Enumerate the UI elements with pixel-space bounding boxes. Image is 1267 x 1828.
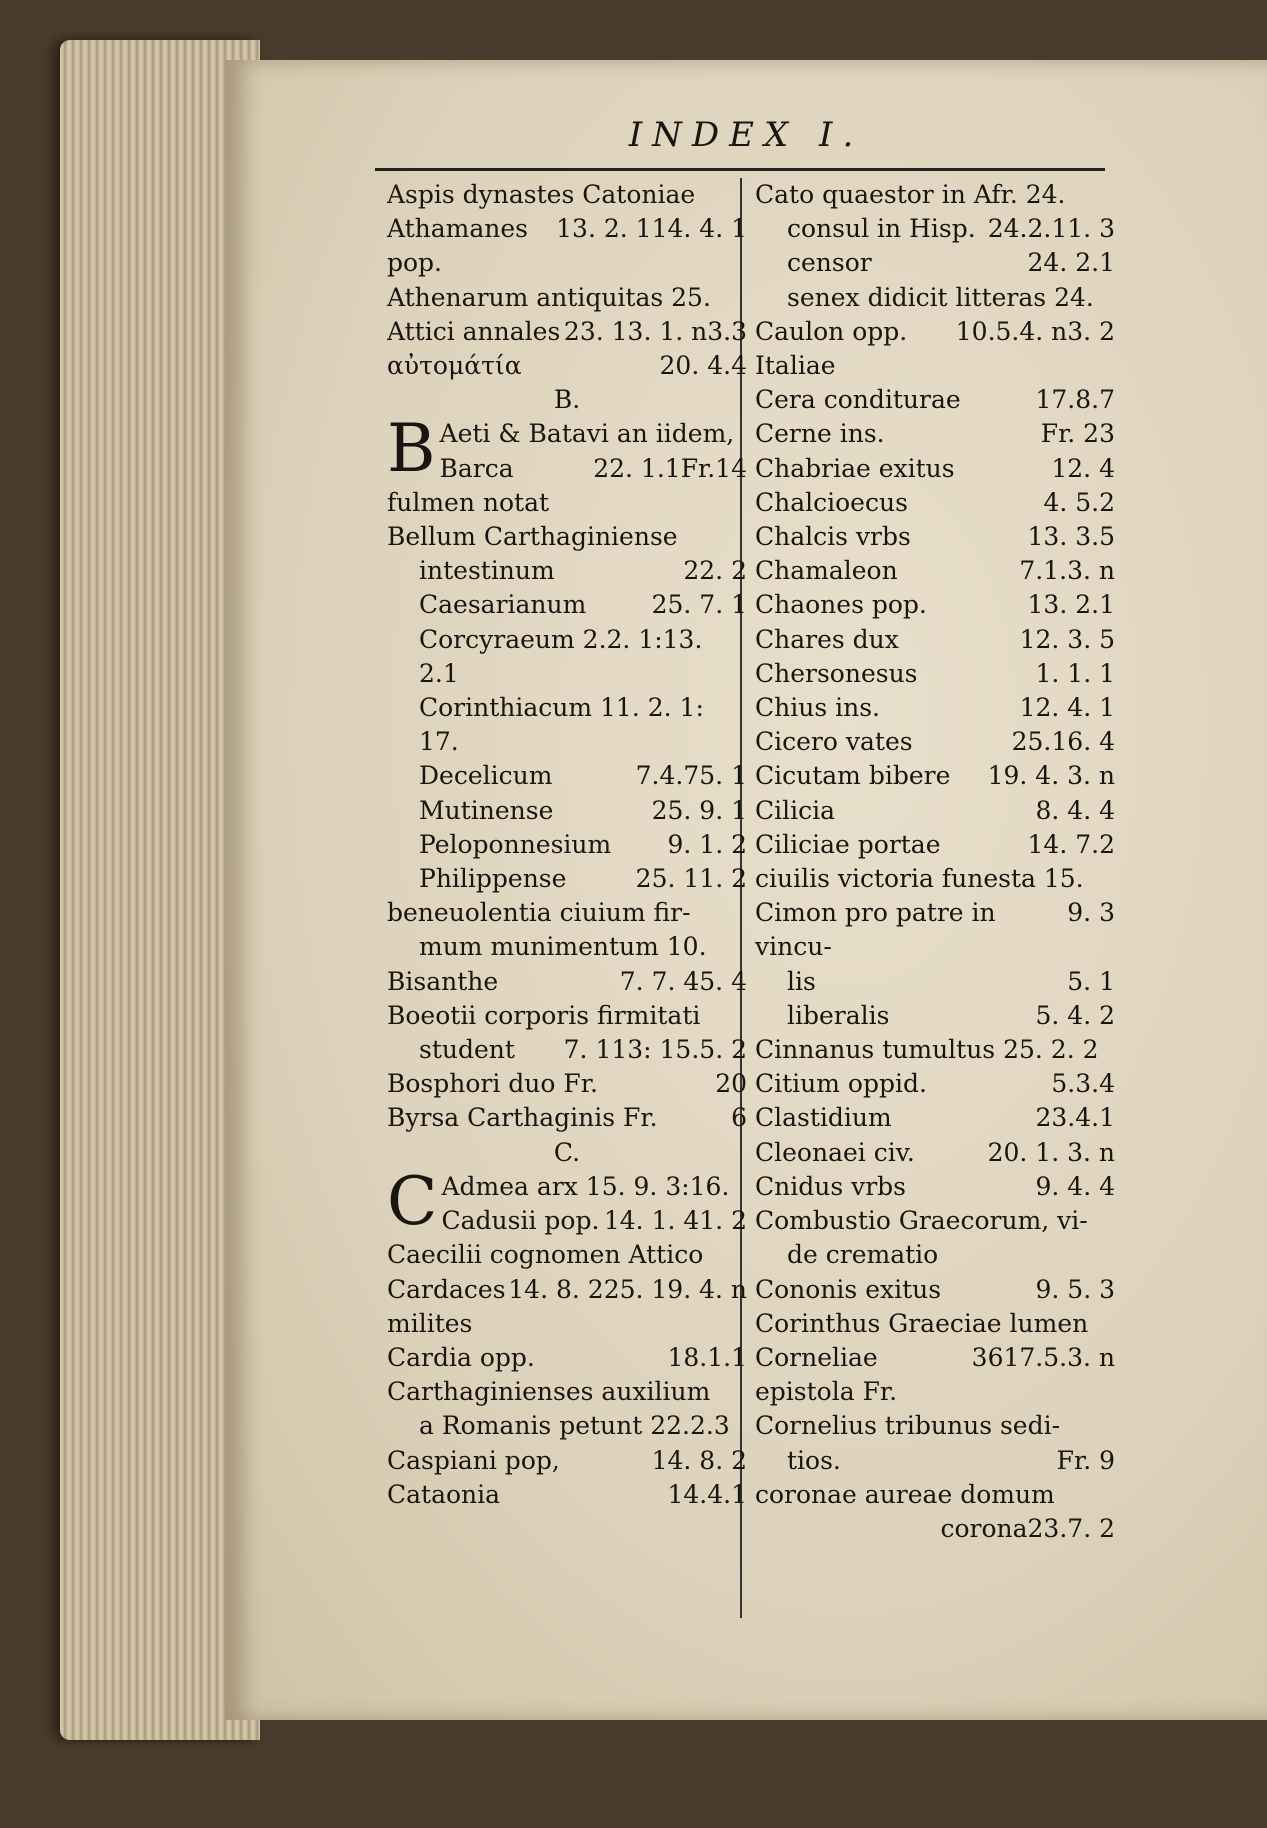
index-entry (755, 725, 1115, 759)
entry-reference: 3. 2 (1067, 316, 1115, 346)
entry-reference: 7.4.7 (635, 761, 700, 791)
entry-term: Admea arx 15. 9. 3:16. (441, 1171, 730, 1201)
entry-reference: 7. 113: 15.5. 2 (563, 1035, 747, 1065)
index-entry (755, 896, 1115, 964)
entry-term: Barca fulmen notat (387, 453, 550, 517)
entry-term: B. (553, 385, 581, 415)
index-entry (387, 999, 747, 1033)
index-entry (755, 383, 1115, 417)
index-entry (387, 1478, 747, 1512)
index-entry (387, 1067, 747, 1101)
index-entry (387, 1033, 747, 1067)
entry-term: Caecilii cognomen Attico (387, 1240, 704, 1270)
entry-term: Chaones pop. (755, 590, 927, 620)
entry-term: Aeti & Batavi an iidem, (439, 419, 735, 449)
entry-reference: 22. 2 (683, 556, 747, 586)
index-entry (387, 281, 747, 315)
entry-term: Chamaleon (755, 556, 898, 586)
entry-term: coronae aureae domum (755, 1479, 1055, 1509)
entry-term: Chius ins. (755, 693, 880, 723)
entry-reference: 9. 4. 4 (1035, 1171, 1115, 1201)
entry-reference: 25.16. 4 (1011, 727, 1115, 757)
entry-reference: 14. 4. 1 (651, 214, 747, 244)
entry-term: Citium oppid. (755, 1069, 927, 1099)
entry-reference: 3.3 (707, 316, 747, 346)
index-entry (755, 554, 1115, 588)
index-entry (755, 759, 1115, 793)
entry-reference: 25. 11. 2 (635, 864, 747, 894)
entry-reference: 8. 4. 4 (1035, 795, 1115, 825)
entry-term: Ciliciae portae (755, 829, 941, 859)
entry-term: consul in Hisp. (787, 214, 976, 244)
page-header: INDEX I. (628, 115, 864, 155)
index-entry (755, 623, 1115, 657)
index-entry (387, 383, 747, 417)
index-entry (387, 1375, 747, 1409)
index-entry (387, 212, 747, 280)
entry-reference: 17.8.7 (1035, 385, 1115, 415)
index-entry (755, 691, 1115, 725)
entry-reference: 12. 4. 1 (1019, 693, 1115, 723)
entry-term: Cataonia (387, 1479, 501, 1509)
entry-term: Clastidium (755, 1103, 892, 1133)
entry-term: Peloponnesium (419, 829, 612, 859)
entry-term: Chabriae exitus (755, 453, 955, 483)
index-entry (755, 1101, 1115, 1135)
entry-reference: 20 (715, 1069, 747, 1099)
index-entry (387, 828, 747, 862)
index-entry (755, 588, 1115, 622)
entry-reference: Fr.14 (680, 453, 747, 483)
index-entry (755, 1204, 1115, 1238)
index-entry (755, 417, 1115, 451)
entry-reference: 7. 7. 4 (619, 966, 700, 996)
entry-term: Cardia opp. (387, 1342, 535, 1372)
entry-reference: 4. 5.2 (1043, 487, 1115, 517)
entry-reference: 7.1.3. n (1019, 556, 1115, 586)
entry-term: Cleonaei civ. (755, 1137, 915, 1167)
entry-reference: 10.5.4. n (955, 316, 1068, 346)
entry-reference: corona (940, 1513, 1028, 1543)
entry-reference: 13. 2. 1 (556, 214, 652, 244)
entry-term: Chalcioecus (755, 487, 908, 517)
index-entry (387, 1273, 747, 1341)
index-column-left (387, 178, 747, 1512)
entry-term: beneuolentia ciuium fir- (387, 898, 691, 928)
index-entry (755, 1478, 1115, 1512)
entry-reference: 5.3.4 (1051, 1069, 1115, 1099)
entry-term: Bosphori duo Fr. (387, 1069, 598, 1099)
index-entry (755, 999, 1115, 1033)
entry-term: Cera conditurae (755, 385, 961, 415)
entry-term: Caspiani pop, (387, 1445, 560, 1475)
entry-reference: 5. 4 (699, 966, 747, 996)
entry-term: Aspis dynastes Catoniae (387, 180, 696, 209)
drop-capital: C (387, 1162, 438, 1240)
book-page (225, 60, 1267, 1720)
entry-reference: 24.2.1 (987, 214, 1068, 244)
index-entry (755, 657, 1115, 691)
entry-reference: 9. 3 (1067, 898, 1115, 928)
entry-term: Philippense (419, 864, 567, 894)
entry-term: tios. (787, 1445, 841, 1475)
entry-reference: 1. 2 (699, 1206, 747, 1236)
index-entry (755, 212, 1115, 246)
index-entry (387, 1444, 747, 1478)
index-entry (387, 623, 747, 691)
entry-reference: 9. 1. 2 (667, 829, 747, 859)
index-entry (755, 1033, 1115, 1067)
entry-term: Bisanthe (387, 966, 499, 996)
index-entry (755, 281, 1115, 315)
entry-term: ciuilis victoria funesta 15. (755, 864, 1084, 894)
entry-reference: 25. 7. 1 (651, 590, 747, 620)
index-entry (755, 315, 1115, 383)
entry-term: Cardaces milites (387, 1274, 506, 1338)
index-entry (755, 1307, 1115, 1341)
index-entry (387, 1101, 747, 1135)
entry-reference: 17.5.3. n (1003, 1342, 1115, 1372)
index-entry (755, 1170, 1115, 1204)
entry-term: Chersonesus (755, 658, 918, 688)
entry-reference: 25. 19. 4. n (603, 1274, 747, 1304)
index-entry (755, 486, 1115, 520)
entry-reference: 14. 8. 2 (508, 1274, 604, 1304)
index-entry (387, 315, 747, 349)
entry-term: intestinum (419, 556, 555, 586)
index-entry (387, 1204, 747, 1238)
index-entry (755, 1341, 1115, 1409)
entry-term: student (419, 1035, 515, 1065)
entry-reference: 23.7. 2 (1027, 1513, 1115, 1543)
entry-term: Cicero vates (755, 727, 913, 757)
entry-term: Athenarum antiquitas 25. (387, 282, 711, 312)
entry-reference: 13. 3.5 (1027, 522, 1115, 552)
entry-reference: 20. 4.4 (659, 351, 747, 381)
entry-term: Cerne ins. (755, 419, 885, 449)
entry-term: lis (787, 966, 816, 996)
entry-reference: 9. 5. 3 (1035, 1274, 1115, 1304)
entry-term: Cimon pro patre in vincu- (755, 898, 996, 962)
entry-reference: 23. 13. 1. n (563, 316, 708, 346)
entry-term: Cononis exitus (755, 1274, 942, 1304)
entry-term: Caesarianum (419, 590, 587, 620)
entry-reference: 36 (971, 1342, 1004, 1372)
entry-term: censor (787, 248, 872, 278)
entry-term: Cadusii pop. (441, 1206, 600, 1236)
entry-reference: 23.4.1 (1035, 1103, 1115, 1133)
entry-term: Corinthus Graeciae lumen (755, 1308, 1089, 1338)
entry-term: a Romanis petunt 22.2.3 (419, 1411, 730, 1441)
entry-reference: 13. 2.1 (1027, 590, 1115, 620)
index-entry (387, 349, 747, 383)
index-entry (387, 862, 747, 896)
index-entry (755, 862, 1115, 896)
entry-reference: 14. 7.2 (1027, 829, 1115, 859)
entry-term: Byrsa Carthaginis Fr. (387, 1103, 658, 1133)
entry-term: C. (553, 1137, 581, 1167)
index-entry (755, 1273, 1115, 1307)
entry-reference: 22. 1.1 (593, 453, 681, 483)
index-entry (387, 691, 747, 759)
entry-reference: 19. 4. 3. n (987, 761, 1115, 791)
entry-term: Athamanes pop. (387, 214, 529, 278)
entry-term: senex didicit litteras 24. (787, 282, 1094, 312)
entry-term: de crematio (787, 1240, 939, 1270)
index-entry (387, 965, 747, 999)
entry-term: Boeotii corporis firmitati (387, 1000, 701, 1030)
index-entry (387, 520, 747, 554)
entry-reference: 24. 2.1 (1027, 248, 1115, 278)
entry-term: Carthaginienses auxilium (387, 1377, 711, 1407)
index-entry (755, 520, 1115, 554)
entry-term: Cato quaestor in Afr. 24. (755, 180, 1066, 209)
entry-term: Cicutam bibere (755, 761, 951, 791)
entry-term: αὐτομάτία (387, 351, 522, 381)
index-entry (755, 828, 1115, 862)
entry-reference: 12. 3. 5 (1019, 624, 1115, 654)
index-entry (387, 896, 747, 930)
entry-reference: 18.1.1 (667, 1342, 747, 1372)
index-entry (755, 1238, 1115, 1272)
index-column-right (755, 178, 1115, 1546)
index-entry (387, 1136, 747, 1170)
entry-reference: 5. 1 (1067, 966, 1115, 996)
drop-capital: B (387, 410, 436, 488)
index-entry (387, 554, 747, 588)
index-entry (387, 794, 747, 828)
entry-term: liberalis (787, 1000, 890, 1030)
entry-term: Corneliae epistola Fr. (755, 1342, 898, 1407)
entry-reference: 20. 1. 3. n (987, 1137, 1115, 1167)
entry-term: Decelicum (419, 761, 553, 791)
entry-reference: 5. 1 (699, 761, 747, 791)
index-entry (755, 965, 1115, 999)
entry-term: Mutinense (419, 795, 554, 825)
index-entry (387, 452, 747, 520)
entry-reference: 5. 4. 2 (1035, 1000, 1115, 1030)
entry-reference: 1. 1. 1 (1035, 658, 1115, 688)
entry-reference: 1. 3 (1067, 214, 1115, 244)
entry-term: Attici annales (387, 316, 561, 346)
index-entry (755, 1409, 1115, 1443)
entry-term: Combustio Graecorum, vi- (755, 1206, 1088, 1236)
index-entry (387, 588, 747, 622)
entry-term: Chares dux (755, 624, 899, 654)
entry-reference: 14. 1. 4 (603, 1206, 700, 1236)
entry-term: Cnidus vrbs (755, 1171, 907, 1201)
index-entry (387, 1341, 747, 1375)
index-entry (387, 178, 747, 212)
index-entry (387, 1409, 747, 1443)
index-entry (387, 1238, 747, 1272)
entry-term: Cilicia (755, 795, 836, 825)
index-entry (755, 794, 1115, 828)
header-rule (375, 168, 1105, 171)
index-entry (755, 178, 1115, 212)
index-entry (387, 759, 747, 793)
entry-reference: Fr. 23 (1040, 419, 1115, 449)
index-entry (755, 1067, 1115, 1101)
entry-reference: 14. 8. 2 (651, 1445, 747, 1475)
entry-term: mum munimentum 10. (419, 932, 707, 962)
entry-term: Cornelius tribunus sedi- (755, 1411, 1061, 1441)
entry-reference: 12. 4 (1051, 453, 1115, 483)
index-entry (755, 452, 1115, 486)
entry-term: Corinthiacum 11. 2. 1: 17. (419, 693, 704, 757)
index-entry (755, 1444, 1115, 1478)
index-entry (387, 930, 747, 964)
entry-reference: Fr. 9 (1056, 1445, 1115, 1475)
entry-term: Caulon opp. Italiae (755, 316, 908, 381)
index-entry (755, 1136, 1115, 1170)
entry-reference: 6 (731, 1103, 747, 1133)
entry-term: Corcyraeum 2.2. 1:13. 2.1 (419, 624, 703, 688)
entry-term: Cinnanus tumultus 25. 2. 2 (755, 1035, 1099, 1065)
index-entry (755, 246, 1115, 280)
entry-term: Chalcis vrbs (755, 522, 911, 552)
entry-term: Bellum Carthaginiense (387, 522, 678, 552)
entry-reference: 14.4.1 (667, 1479, 747, 1509)
entry-reference: 25. 9. 1 (651, 795, 747, 825)
